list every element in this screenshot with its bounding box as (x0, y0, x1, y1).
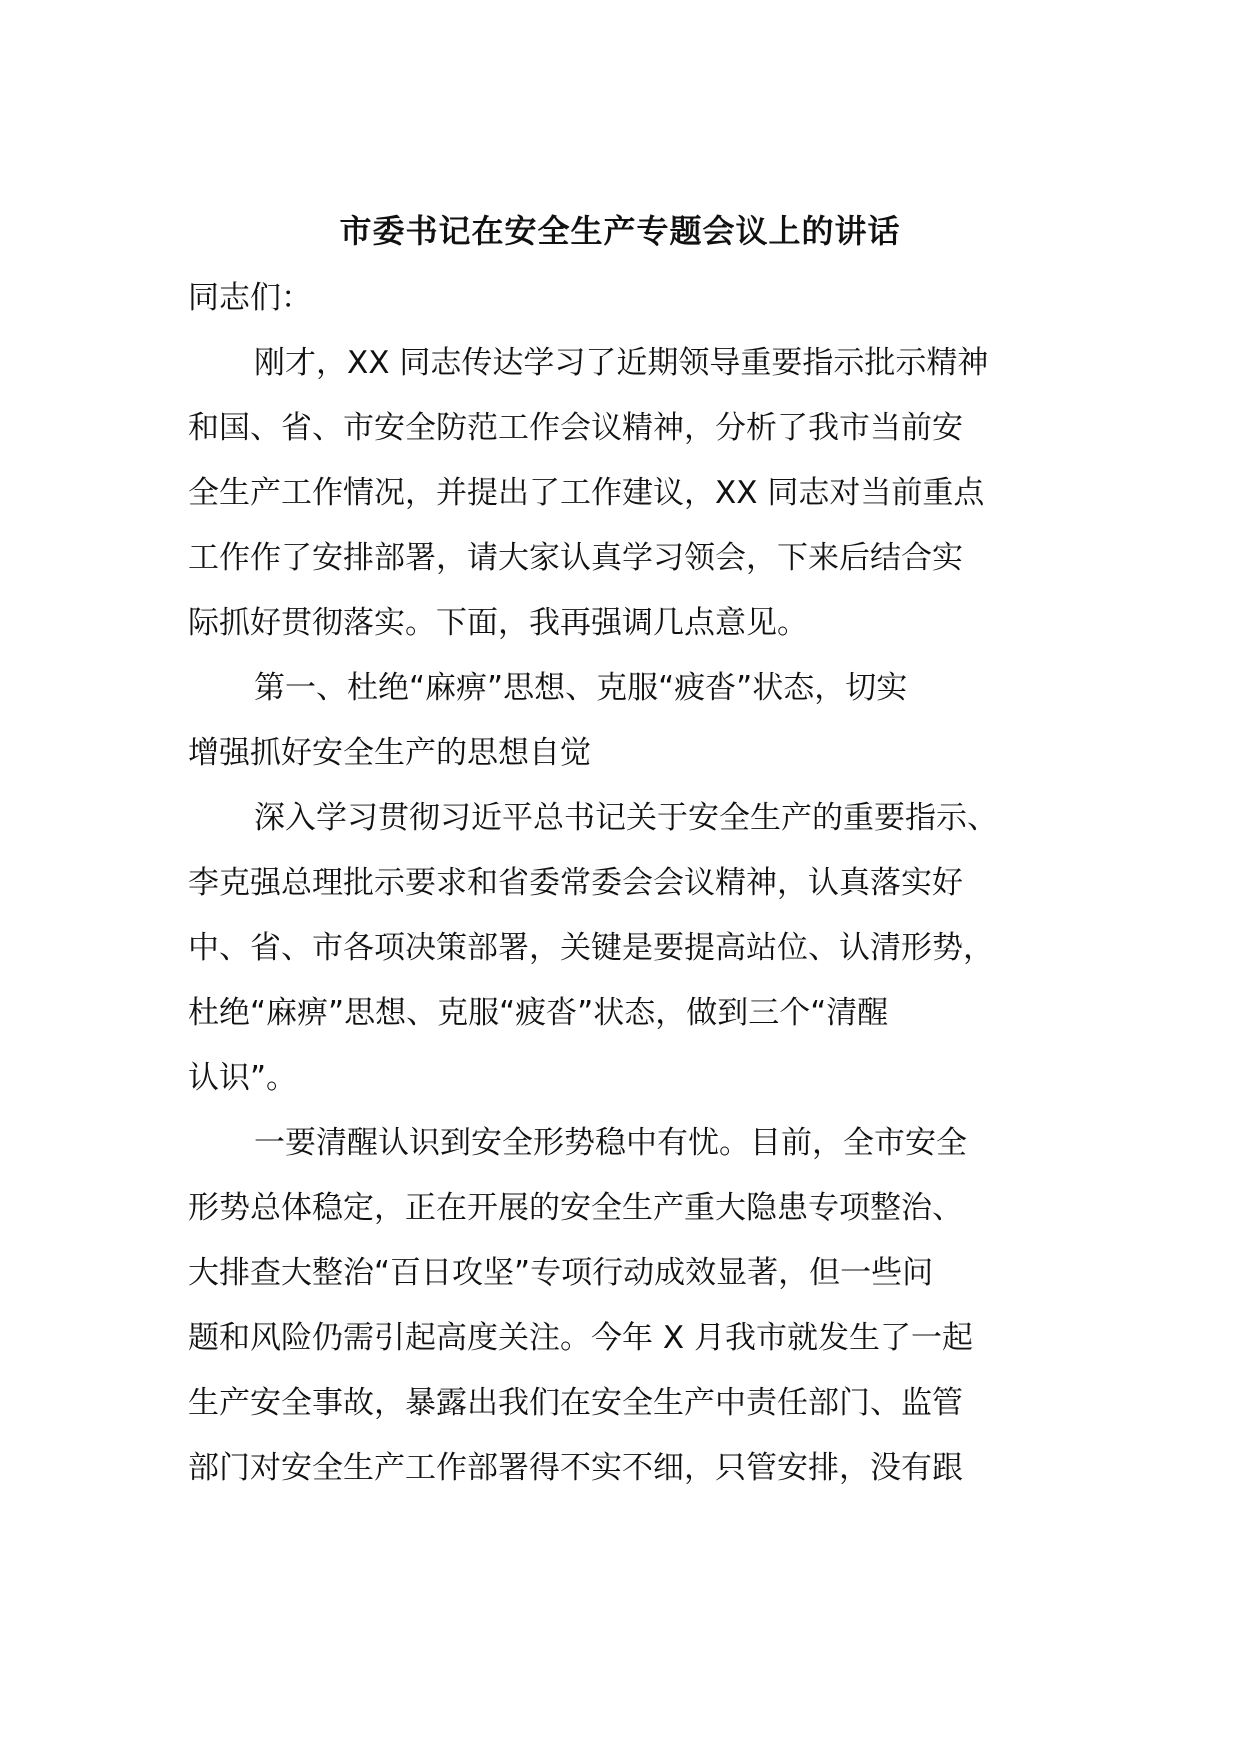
text-line: 形势总体稳定，正在开展的安全生产重大隐患专项整治、 (188, 1190, 963, 1226)
text-line: 深入学习贯彻习近平总书记关于安全生产的重要指示、 (254, 800, 998, 836)
text-line: 李克强总理批示要求和省委常委会会议精神，认真落实好 (188, 865, 963, 901)
section-heading-line: 第一、杜绝“麻痹”思想、克服“疲沓”状态，切实 (254, 670, 908, 706)
text-line: 题和风险仍需引起高度关注。今年 X 月我市就发生了一起 (188, 1320, 973, 1356)
text-line: 杜绝“麻痹”思想、克服“疲沓”状态，做到三个“清醒 (188, 995, 889, 1031)
document-body (188, 266, 1058, 1501)
document-title: 市委书记在安全生产专题会议上的讲话 (339, 212, 901, 250)
text-line-salutation: 同志们： (188, 280, 312, 316)
text-line: 工作作了安排部署，请大家认真学习领会，下来后结合实 (188, 540, 963, 576)
text-line: 认识”。 (188, 1060, 298, 1096)
text-line: 生产安全事故，暴露出我们在安全生产中责任部门、监管 (188, 1385, 963, 1421)
text-line: 中、省、市各项决策部署，关键是要提高站位、认清形势， (188, 930, 994, 966)
text-line: 刚才，XX 同志传达学习了近期领导重要指示批示精神 (254, 345, 989, 381)
text-line: 和国、省、市安全防范工作会议精神，分析了我市当前安 (188, 410, 963, 446)
text-line: 部门对安全生产工作部署得不实不细，只管安排，没有跟 (188, 1450, 963, 1486)
text-line: 一要清醒认识到安全形势稳中有忧。目前，全市安全 (254, 1125, 967, 1161)
section-heading-line: 增强抓好安全生产的思想自觉 (188, 735, 591, 771)
text-line: 际抓好贯彻落实。下面，我再强调几点意见。 (188, 605, 808, 641)
text-line: 大排查大整治“百日攻坚”专项行动成效显著，但一些问 (188, 1255, 934, 1291)
text-line: 全生产工作情况，并提出了工作建议，XX 同志对当前重点 (188, 475, 985, 511)
